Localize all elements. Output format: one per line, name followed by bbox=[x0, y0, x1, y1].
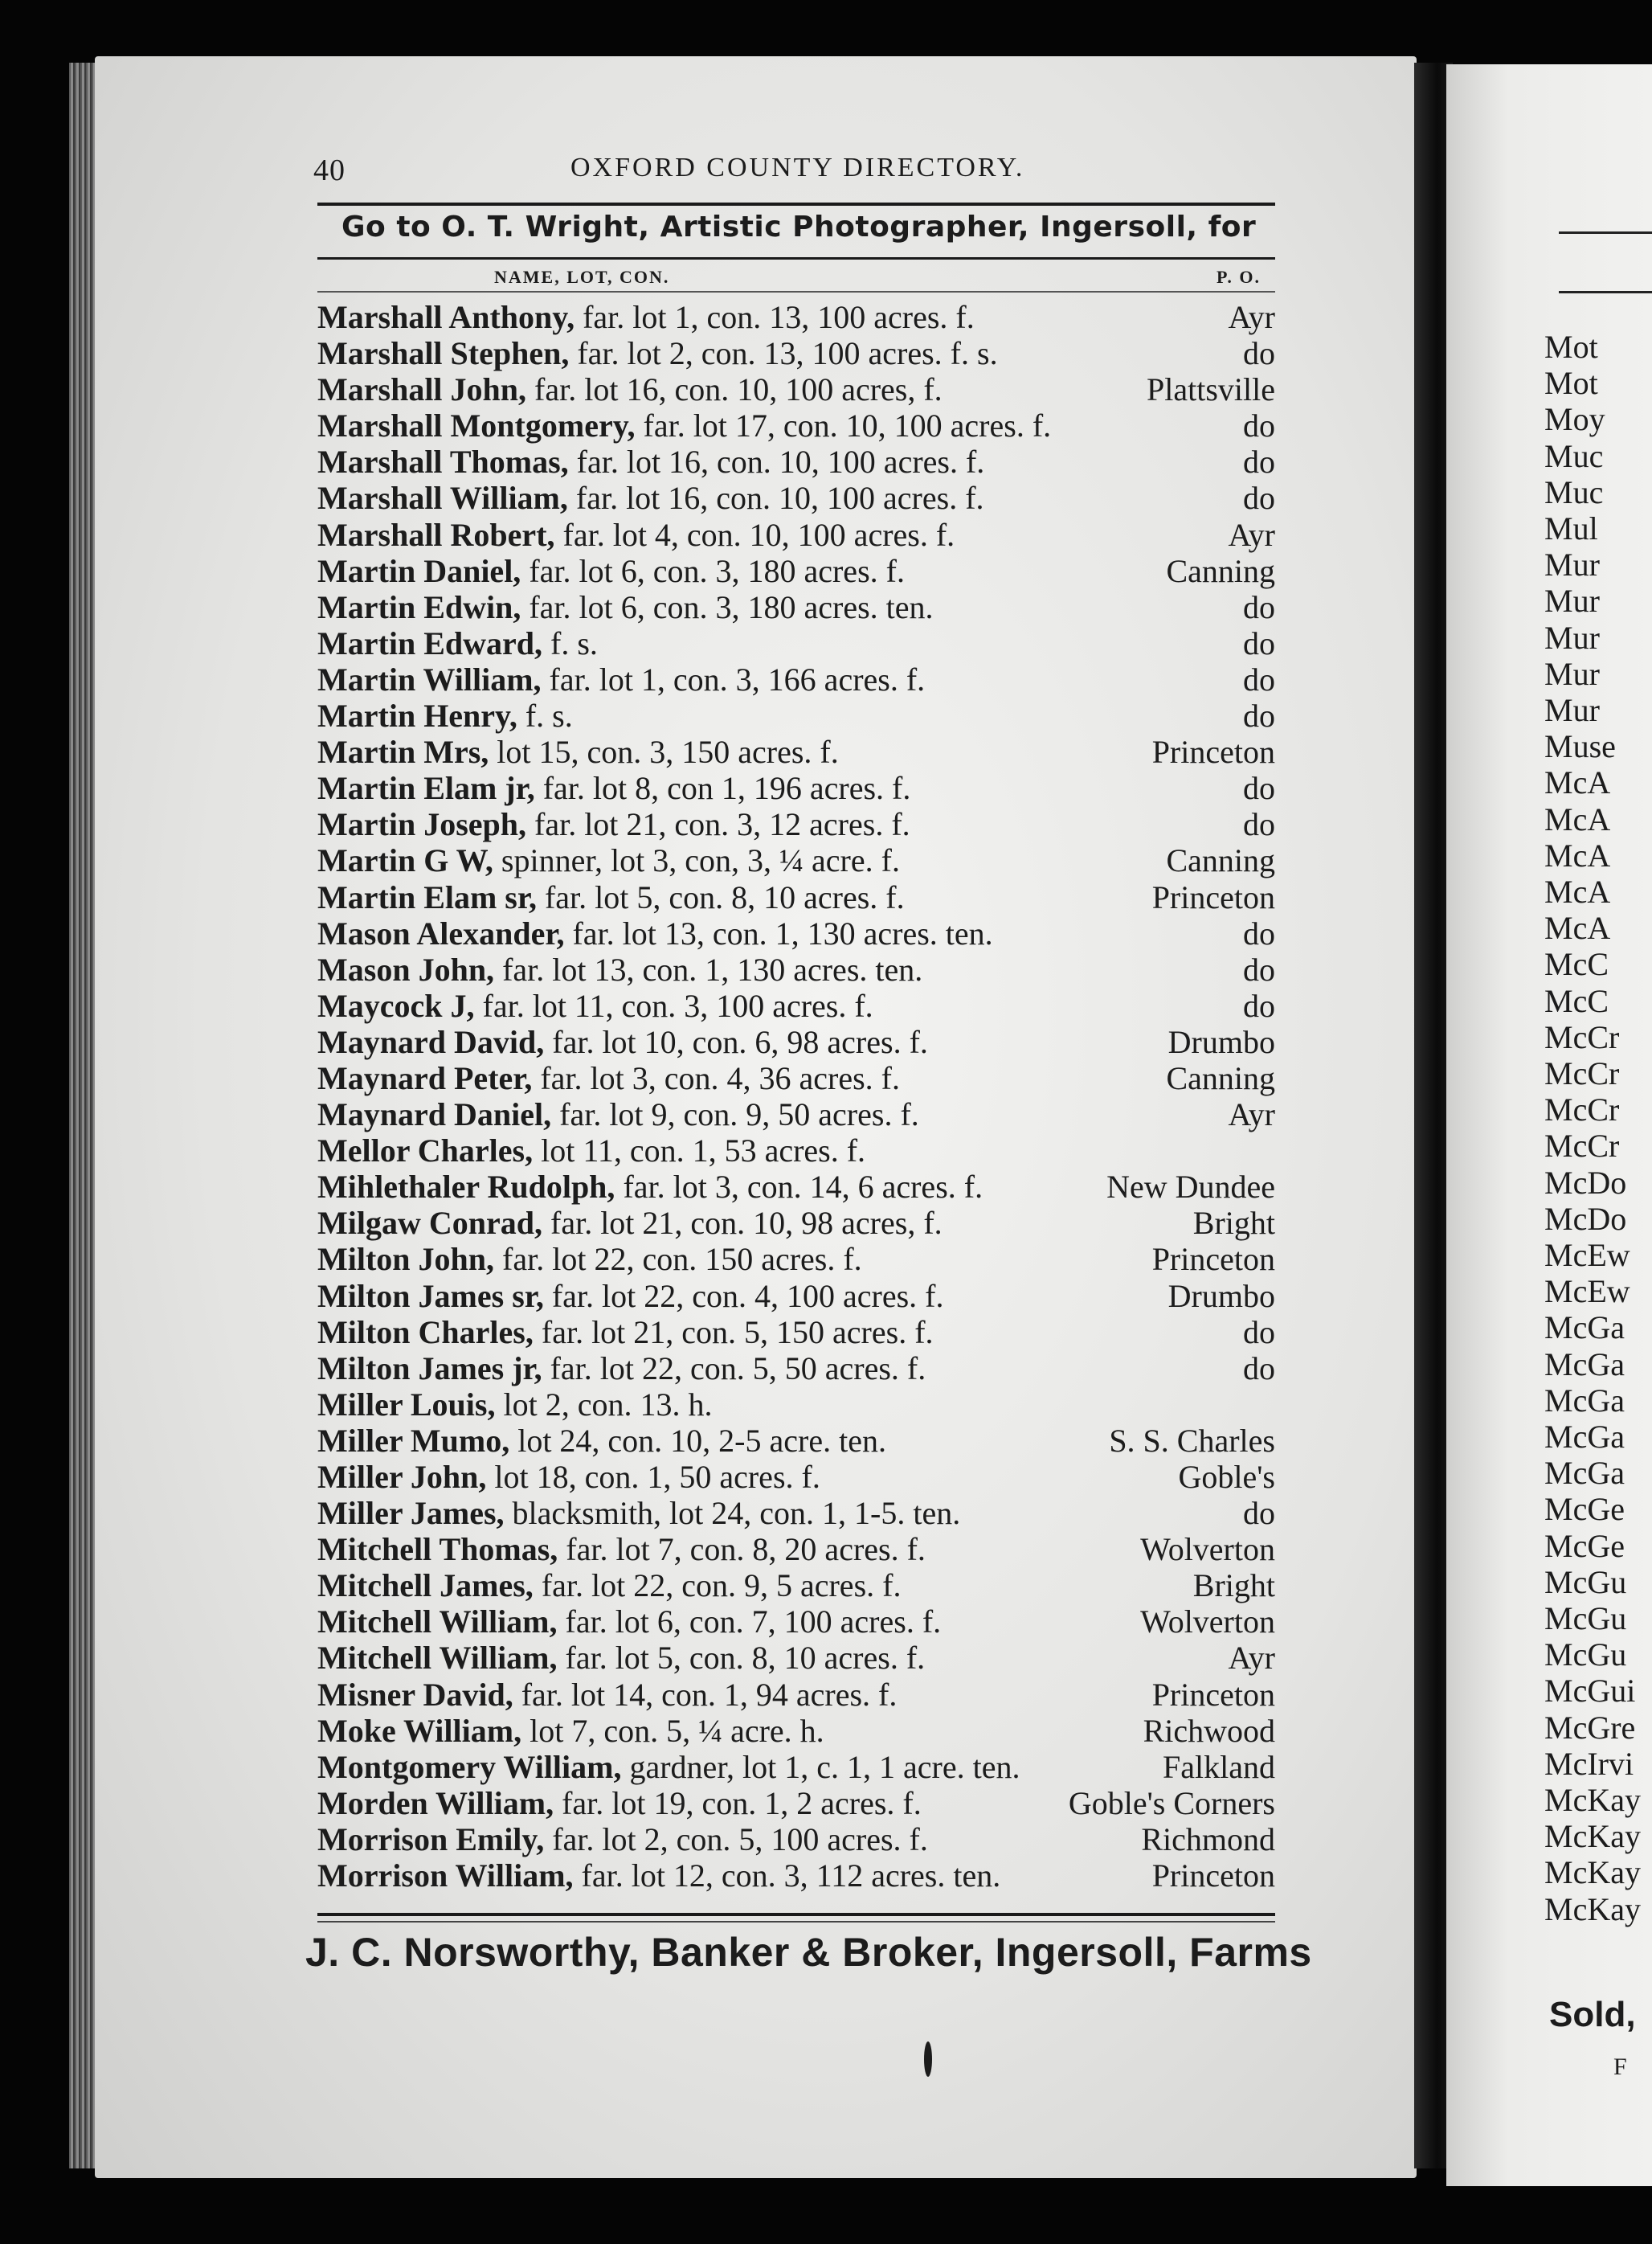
entry-details: far. lot 9, con. 9, 50 acres. f. bbox=[551, 1096, 919, 1133]
column-header-name: NAME, LOT, CON. bbox=[494, 267, 670, 287]
entry-name: Mitchell William, bbox=[317, 1640, 558, 1677]
entry-post-office: Drumbo bbox=[1167, 1023, 1275, 1060]
entry-details: far. lot 13, con. 1, 130 acres. ten. bbox=[494, 951, 923, 988]
facing-page-fragment: McCr bbox=[1544, 1128, 1620, 1165]
facing-page-fragment: Muc bbox=[1544, 473, 1604, 510]
entry-post-office: Ayr bbox=[1228, 1640, 1275, 1677]
entry-details: far. lot 21, con. 5, 150 acres. f. bbox=[533, 1313, 934, 1350]
facing-page-fragment: McIrvi bbox=[1544, 1745, 1634, 1782]
entry-details: far. lot 11, con. 3, 100 acres. f. bbox=[474, 987, 873, 1024]
facing-page-fragment: Mul bbox=[1544, 510, 1598, 547]
entry-post-office: Richmond bbox=[1141, 1820, 1275, 1857]
entry-name: Martin Daniel, bbox=[317, 552, 521, 589]
facing-page-fragment: McEw bbox=[1544, 1273, 1630, 1310]
entry-details: far. lot 6, con. 3, 180 acres. ten. bbox=[521, 588, 934, 625]
facing-page-fragment: McC bbox=[1544, 982, 1609, 1019]
facing-page-small-fragment: F bbox=[1613, 2054, 1627, 2080]
entry-post-office: do bbox=[1243, 1349, 1275, 1386]
entry-post-office: Canning bbox=[1166, 842, 1275, 879]
entry-post-office: Bright bbox=[1192, 1567, 1275, 1604]
entry-post-office: do bbox=[1243, 335, 1275, 372]
facing-page-fragment: McA bbox=[1544, 910, 1611, 947]
entry-name: Mitchell James, bbox=[317, 1567, 534, 1604]
facing-page-fragment: McGa bbox=[1544, 1309, 1625, 1346]
directory-entry bbox=[317, 407, 1275, 444]
directory-entry bbox=[317, 589, 1275, 625]
entry-name: Marshall John, bbox=[317, 371, 527, 408]
facing-page-fragment: McDo bbox=[1544, 1200, 1627, 1237]
directory-entry bbox=[317, 1169, 1275, 1205]
entry-details: far. lot 21, con. 10, 98 acres, f. bbox=[542, 1205, 943, 1242]
entry-details: far. lot 12, con. 3, 112 acres. ten. bbox=[573, 1857, 1001, 1894]
entry-details: far. lot 19, con. 1, 2 acres. f. bbox=[554, 1784, 922, 1821]
entry-post-office: Plattsville bbox=[1147, 371, 1275, 408]
entry-name: Milton James sr, bbox=[317, 1277, 544, 1314]
entry-name: Moke William, bbox=[317, 1712, 522, 1749]
entry-post-office: do bbox=[1243, 987, 1275, 1024]
directory-entry bbox=[317, 879, 1275, 915]
entry-details: far. lot 22, con. 5, 50 acres. f. bbox=[542, 1349, 926, 1386]
directory-entry bbox=[317, 1314, 1275, 1350]
directory-entry bbox=[317, 553, 1275, 589]
facing-page-fragment: McGu bbox=[1544, 1636, 1627, 1673]
entry-details: lot 15, con. 3, 150 acres. f. bbox=[489, 734, 839, 771]
entry-name: Martin Joseph, bbox=[317, 806, 526, 843]
entry-name: Martin Elam sr, bbox=[317, 878, 537, 915]
facing-page-fragment: McGu bbox=[1544, 1600, 1627, 1636]
facing-page-fragment: McGa bbox=[1544, 1345, 1625, 1382]
facing-page-fragment: McKay bbox=[1544, 1854, 1641, 1891]
directory-entry bbox=[317, 444, 1275, 480]
directory-entry bbox=[317, 1495, 1275, 1531]
facing-page-fragment: McC bbox=[1544, 946, 1609, 983]
entry-details: lot 7, con. 5, ¼ acre. h. bbox=[521, 1712, 824, 1749]
entry-details: far. lot 3, con. 4, 36 acres. f. bbox=[532, 1059, 900, 1096]
directory-entry bbox=[317, 734, 1275, 770]
directory-entry bbox=[317, 1677, 1275, 1713]
directory-entry bbox=[317, 1386, 1275, 1423]
directory-entry bbox=[317, 806, 1275, 842]
page-number: 40 bbox=[313, 154, 346, 187]
directory-entry bbox=[317, 1567, 1275, 1603]
entry-details: f. s. bbox=[517, 698, 573, 735]
entry-details: blacksmith, lot 24, con. 1, 1-5. ten. bbox=[504, 1495, 961, 1532]
directory-entry bbox=[317, 988, 1275, 1024]
facing-page-fragment: McKay bbox=[1544, 1782, 1641, 1818]
facing-page-fragment: Mur bbox=[1544, 583, 1600, 620]
entry-details: lot 18, con. 1, 50 acres. f. bbox=[486, 1459, 820, 1495]
facing-page-fragment: McA bbox=[1544, 764, 1611, 801]
facing-page-fragment: McGa bbox=[1544, 1419, 1625, 1455]
directory-entry bbox=[317, 1241, 1275, 1277]
ink-blot bbox=[924, 2041, 932, 2077]
directory-entry bbox=[317, 842, 1275, 878]
facing-page-fragment: McA bbox=[1544, 874, 1611, 910]
directory-entry bbox=[317, 480, 1275, 516]
entry-post-office: do bbox=[1243, 1313, 1275, 1350]
entry-post-office: do bbox=[1243, 480, 1275, 517]
entry-name: Milton John, bbox=[317, 1241, 495, 1278]
directory-entry bbox=[317, 335, 1275, 371]
directory-entry bbox=[317, 1785, 1275, 1821]
directory-entry bbox=[317, 1024, 1275, 1060]
entry-name: Mason Alexander, bbox=[317, 915, 565, 952]
entry-details: far. lot 10, con. 6, 98 acres. f. bbox=[544, 1023, 928, 1060]
running-title: OXFORD COUNTY DIRECTORY. bbox=[570, 153, 1025, 182]
entry-details: lot 11, con. 1, 53 acres. f. bbox=[533, 1132, 866, 1169]
facing-page-fragment: McKay bbox=[1544, 1890, 1641, 1927]
facing-page-fragment: Mur bbox=[1544, 655, 1600, 692]
directory-entry bbox=[317, 952, 1275, 988]
bottom-advertisement-banner: J. C. Norsworthy, Banker & Broker, Ingersoll, Farms bbox=[305, 1930, 1312, 1975]
entry-details: far. lot 14, con. 1, 94 acres. f. bbox=[513, 1676, 898, 1713]
entry-name: Milton James jr, bbox=[317, 1349, 542, 1386]
entry-name: Martin G W, bbox=[317, 842, 493, 879]
entry-post-office: do bbox=[1243, 444, 1275, 481]
entry-name: Miller Mumo, bbox=[317, 1422, 510, 1459]
facing-page-fragment: McEw bbox=[1544, 1237, 1630, 1273]
facing-page-fragment: McGu bbox=[1544, 1563, 1627, 1600]
entry-name: Montgomery William, bbox=[317, 1748, 622, 1785]
column-header-po: P. O. bbox=[1216, 267, 1261, 287]
entry-details: far. lot 6, con. 3, 180 acres. f. bbox=[521, 552, 905, 589]
entry-details: spinner, lot 3, con, 3, ¼ acre. f. bbox=[493, 842, 900, 879]
facing-page-fragment: McGre bbox=[1544, 1709, 1636, 1746]
directory-entry bbox=[317, 1749, 1275, 1785]
directory-entry bbox=[317, 1278, 1275, 1314]
directory-entry bbox=[317, 1132, 1275, 1169]
facing-page-fragment: McCr bbox=[1544, 1055, 1620, 1091]
entry-post-office: Falkland bbox=[1163, 1748, 1275, 1785]
entry-post-office: do bbox=[1243, 951, 1275, 988]
entry-name: Marshall Stephen, bbox=[317, 335, 570, 372]
facing-page-fragment: McA bbox=[1544, 837, 1611, 874]
entry-name: Marshall Anthony, bbox=[317, 299, 575, 335]
facing-page-fragment: McDo bbox=[1544, 1164, 1627, 1201]
entry-name: Maynard Peter, bbox=[317, 1059, 533, 1096]
entry-post-office: Ayr bbox=[1228, 299, 1275, 335]
entry-name: Miller John, bbox=[317, 1459, 487, 1495]
entry-name: Marshall Montgomery, bbox=[317, 407, 636, 444]
entry-post-office: Princeton bbox=[1151, 878, 1275, 915]
facing-page-rule bbox=[1559, 231, 1652, 234]
entry-details: far. lot 4, con. 10, 100 acres. f. bbox=[554, 516, 955, 553]
entry-name: Miller James, bbox=[317, 1495, 505, 1532]
entry-details: lot 2, con. 13. h. bbox=[495, 1386, 713, 1423]
facing-page-fragment: McGa bbox=[1544, 1382, 1625, 1419]
entry-post-office: Princeton bbox=[1151, 1857, 1275, 1894]
entry-details: far. lot 6, con. 7, 100 acres. f. bbox=[557, 1603, 942, 1640]
entry-details: far. lot 8, con 1, 196 acres. f. bbox=[534, 770, 911, 807]
entry-details: far. lot 2, con. 5, 100 acres. f. bbox=[544, 1820, 928, 1857]
directory-entry bbox=[317, 915, 1275, 952]
entry-name: Marshall Thomas, bbox=[317, 444, 569, 481]
directory-entry bbox=[317, 625, 1275, 661]
entry-post-office: Princeton bbox=[1151, 1676, 1275, 1713]
entry-details: far. lot 5, con. 8, 10 acres. f. bbox=[536, 878, 905, 915]
entry-post-office: Goble's bbox=[1178, 1459, 1275, 1495]
entry-details: far. lot 2, con. 13, 100 acres. f. s. bbox=[569, 335, 998, 372]
entry-name: Miller Louis, bbox=[317, 1386, 496, 1423]
entry-details: far. lot 16, con. 10, 100 acres. f. bbox=[567, 480, 984, 517]
entry-name: Morrison Emily, bbox=[317, 1820, 545, 1857]
directory-entry bbox=[317, 1713, 1275, 1749]
entry-name: Martin Edward, bbox=[317, 624, 542, 661]
entry-name: Martin Mrs, bbox=[317, 734, 489, 771]
entry-post-office: do bbox=[1243, 770, 1275, 807]
entry-name: Mellor Charles, bbox=[317, 1132, 534, 1169]
facing-page-fragment: McGe bbox=[1544, 1527, 1625, 1564]
directory-entry bbox=[317, 517, 1275, 553]
entry-post-office: Ayr bbox=[1228, 1096, 1275, 1133]
facing-page-fragment: Mur bbox=[1544, 547, 1600, 584]
bottom-banner-rule-thin bbox=[317, 1921, 1275, 1923]
facing-page-fragment: McGui bbox=[1544, 1673, 1636, 1710]
entry-post-office: do bbox=[1243, 698, 1275, 735]
entry-post-office: S. S. Charles bbox=[1109, 1422, 1275, 1459]
facing-page-fragment: Mot bbox=[1544, 329, 1598, 365]
directory-entry bbox=[317, 1531, 1275, 1567]
facing-page-fragment: Mur bbox=[1544, 692, 1600, 728]
facing-page-fragment: McA bbox=[1544, 801, 1611, 837]
facing-page-fragment: Mur bbox=[1544, 619, 1600, 656]
entry-post-office: Princeton bbox=[1151, 1241, 1275, 1278]
entry-details: gardner, lot 1, c. 1, 1 acre. ten. bbox=[621, 1748, 1020, 1785]
entry-post-office: Drumbo bbox=[1167, 1277, 1275, 1314]
directory-entry bbox=[317, 1350, 1275, 1386]
entry-details: far. lot 16, con. 10, 100 acres, f. bbox=[526, 371, 943, 408]
entry-details: far. lot 1, con. 3, 166 acres. f. bbox=[541, 661, 926, 698]
entry-details: lot 24, con. 10, 2-5 acre. ten. bbox=[509, 1422, 886, 1459]
entry-post-office: Goble's Corners bbox=[1068, 1784, 1275, 1821]
entry-name: Misner David, bbox=[317, 1676, 513, 1713]
entry-name: Milgaw Conrad, bbox=[317, 1205, 542, 1242]
entry-details: far. lot 3, con. 14, 6 acres. f. bbox=[615, 1169, 983, 1206]
entry-post-office: do bbox=[1243, 407, 1275, 444]
facing-page-fragment: McGa bbox=[1544, 1455, 1625, 1492]
bottom-banner-rule bbox=[317, 1913, 1275, 1916]
entry-details: far. lot 17, con. 10, 100 acres. f. bbox=[635, 407, 1052, 444]
directory-entry bbox=[317, 371, 1275, 407]
directory-entry bbox=[317, 661, 1275, 698]
directory-entry bbox=[317, 698, 1275, 734]
entry-post-office: Canning bbox=[1166, 552, 1275, 589]
directory-entry bbox=[317, 1857, 1275, 1894]
entry-name: Mihlethaler Rudolph, bbox=[317, 1169, 615, 1206]
entry-details: far. lot 13, con. 1, 130 acres. ten. bbox=[564, 915, 993, 952]
facing-page-fragment: McKay bbox=[1544, 1818, 1641, 1855]
entry-post-office: Canning bbox=[1166, 1059, 1275, 1096]
entry-name: Mason John, bbox=[317, 951, 495, 988]
entry-name: Maynard Daniel, bbox=[317, 1096, 552, 1133]
entry-post-office: do bbox=[1243, 1495, 1275, 1532]
entry-details: far. lot 16, con. 10, 100 acres. f. bbox=[568, 444, 985, 481]
directory-entry bbox=[317, 299, 1275, 335]
entry-post-office: Bright bbox=[1192, 1205, 1275, 1242]
entry-post-office: Wolverton bbox=[1140, 1603, 1275, 1640]
entry-name: Martin Henry, bbox=[317, 698, 517, 735]
entry-details: far. lot 22, con. 4, 100 acres. f. bbox=[543, 1277, 944, 1314]
directory-entries bbox=[317, 299, 1275, 1894]
entry-post-office: Wolverton bbox=[1140, 1531, 1275, 1568]
entry-post-office: do bbox=[1243, 806, 1275, 843]
directory-entry bbox=[317, 1459, 1275, 1495]
entry-name: Mitchell William, bbox=[317, 1603, 558, 1640]
entry-details: far. lot 21, con. 3, 12 acres. f. bbox=[526, 806, 910, 843]
entry-name: Morden William, bbox=[317, 1784, 554, 1821]
top-banner-text: Go to O. T. Wright, Artistic Photographer, Ingersoll, for bbox=[341, 211, 1257, 244]
entry-name: Marshall Robert, bbox=[317, 516, 555, 553]
directory-entry bbox=[317, 1423, 1275, 1459]
directory-entry bbox=[317, 770, 1275, 806]
facing-page-fragment: Mot bbox=[1544, 365, 1598, 402]
entry-name: Marshall William, bbox=[317, 480, 568, 517]
directory-entry bbox=[317, 1603, 1275, 1640]
entry-post-office: do bbox=[1243, 624, 1275, 661]
entry-name: Maycock J, bbox=[317, 987, 475, 1024]
directory-entry bbox=[317, 1640, 1275, 1676]
entry-details: far. lot 5, con. 8, 10 acres. f. bbox=[557, 1640, 926, 1677]
facing-page-fragment: McGe bbox=[1544, 1491, 1625, 1528]
top-advertisement-banner bbox=[317, 203, 1275, 260]
entry-post-office: do bbox=[1243, 588, 1275, 625]
facing-page bbox=[1446, 64, 1652, 2186]
facing-page-fragment: McCr bbox=[1544, 1091, 1620, 1128]
entry-details: far. lot 1, con. 13, 100 acres. f. bbox=[575, 299, 975, 335]
entry-details: f. s. bbox=[542, 624, 598, 661]
entry-post-office: New Dundee bbox=[1106, 1169, 1275, 1206]
directory-entry bbox=[317, 1205, 1275, 1241]
entry-name: Mitchell Thomas, bbox=[317, 1531, 558, 1568]
entry-post-office: Princeton bbox=[1151, 734, 1275, 771]
entry-details: far. lot 22, con. 9, 5 acres. f. bbox=[533, 1567, 902, 1604]
facing-page-banner-fragment: Sold, bbox=[1549, 1995, 1636, 2034]
column-header-rule bbox=[317, 291, 1275, 293]
entry-name: Maynard David, bbox=[317, 1023, 545, 1060]
facing-page-rule bbox=[1559, 291, 1652, 293]
entry-name: Martin William, bbox=[317, 661, 542, 698]
entry-details: far. lot 7, con. 8, 20 acres. f. bbox=[558, 1531, 926, 1568]
entry-post-office: do bbox=[1243, 661, 1275, 698]
directory-entry bbox=[317, 1821, 1275, 1857]
entry-name: Milton Charles, bbox=[317, 1313, 534, 1350]
entry-post-office: Richwood bbox=[1143, 1712, 1275, 1749]
entry-post-office: Ayr bbox=[1228, 516, 1275, 553]
entry-name: Morrison William, bbox=[317, 1857, 574, 1894]
entry-post-office: do bbox=[1243, 915, 1275, 952]
facing-page-fragment: Moy bbox=[1544, 401, 1605, 438]
directory-entry bbox=[317, 1096, 1275, 1132]
directory-entry bbox=[317, 1060, 1275, 1096]
entry-name: Martin Edwin, bbox=[317, 588, 521, 625]
entry-name: Martin Elam jr, bbox=[317, 770, 535, 807]
entry-details: far. lot 22, con. 150 acres. f. bbox=[494, 1241, 862, 1278]
facing-page-fragment: Muc bbox=[1544, 437, 1604, 474]
facing-page-fragment: Muse bbox=[1544, 728, 1616, 765]
facing-page-fragment: McCr bbox=[1544, 1018, 1620, 1055]
